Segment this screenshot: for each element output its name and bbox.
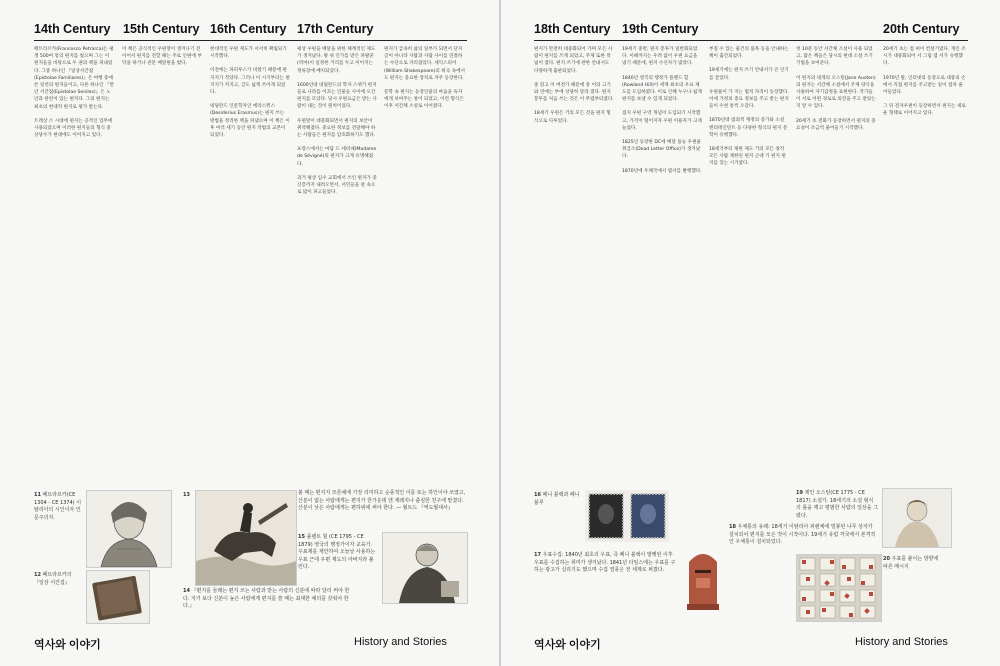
- caption-text: 우표를 붙이는 방향에 따른 메시지: [883, 556, 939, 570]
- header-rule: [534, 40, 968, 41]
- paragraph: 편지가 급속히 삶의 일부가 되면서 단지 글이 아니라 사람과 사람 사이를 연결하는 수단으로 자리잡았다. 셰익스피어(William Shakespeare)의 희곡 속에서도 편지는 중요한 장치로 자주 등장한다.: [384, 47, 465, 81]
- century-heading: 20th Century: [883, 22, 960, 36]
- figure-number: 17: [534, 552, 541, 558]
- figure-caption: [796, 490, 878, 520]
- paragraph: 1970년 말, 인터넷의 등장으로 대중의 손에서 직접 편지를 주고받는 일이 점차 줄어들었다.: [883, 75, 966, 96]
- paragraph: 평상 우편을 배달을 위한 체계적인 제도가 생겨났다. 왕 위 인가를 받은 파발꾼(역마)이 일정한 거리를 두고 이어지는 정류장에 배치되었다.: [297, 47, 376, 74]
- jane-austen-portrait-image: [882, 488, 952, 548]
- century-heading: 17th Century: [297, 22, 374, 36]
- paragraph: 19세기 중반, 편지 봉투가 일반화되었다. 이때까지는 우려 없이 우편 요금을 냈기 때문에, 편지 수신자가 많았다.: [622, 47, 698, 67]
- paragraph: 그 뒤 전자우편이 등장하면서 편지는 새로운 형태로 이어지고 있다.: [883, 104, 966, 117]
- paragraph: 1870년에 우체국에서 엽서를 발행했다.: [622, 168, 702, 174]
- figure-caption: [183, 588, 351, 611]
- rowland-hill-portrait-image: [382, 532, 468, 604]
- paragraph: 편지가 완전히 대중화되어 가며 모든 사람이 편지를 쓰게 되었고, 주제 또한 폭넓어 졌다. 편지 쓰기에 관한 안내서도 다양하게 출판되었다.: [534, 47, 613, 74]
- figure-number: 19: [796, 490, 803, 496]
- paragraph: 19세기에는 편지 쓰기 안내서가 큰 인기를 끌었다.: [709, 68, 789, 81]
- figure-number: 18: [729, 524, 736, 530]
- paragraph: 1600년대 네덜란드의 학자 스퀴가 편지들로 나라를 이끄는 인물들 사이에 오간 편지를 모았다. 당시 우편요금은 받는 사람이 내는 것이 원칙이었다.: [297, 82, 377, 110]
- figure-caption: 볼 때는 편지지 모른채에 가장 의미하고 순풍적인 이를 또는 하인이야 쓰였고, 산분이 없는 사람에게는 편지가 한가운데 엔 제레지나 출심한 친구에 맡겼다. 산분이 낮은 사람에게는 편하위에 써야 한다. — 월트드 『역도월대사』: [298, 490, 466, 512]
- left-page: [0, 0, 499, 666]
- figure-number: 16: [534, 492, 541, 498]
- caption-text: 『편지를 들래는 편지 쓰는 사람과 받는 사람의 신분에 따라 달리 써야 한다. 자기 보다 신분이 높은 사람에게 편지를 쓸 때는 최대한 예의를 갖춰야 한다.』: [183, 588, 350, 610]
- text-column: [883, 46, 967, 346]
- paragraph: 중 읽고 이 버전가 때문에 중 어의 크기와 연애는 부에 상당히 달라 졌다. 편지봉투를 처음 쓰는 것은 이 무렵부터였다.: [534, 82, 614, 103]
- stamp-direction-grid-image: [796, 554, 882, 622]
- pillar-box-image: [681, 546, 725, 610]
- figure-number: 12: [34, 572, 41, 578]
- caption-text: 플렌트 힐 (CE 1795 - CE 1879) 영국의 행정가이자 교육가. 우표제를 제안하여 오늘날 사용하는 우표 근대 우편 제도의 아버지라 불린다.: [298, 534, 376, 571]
- text-column: [709, 46, 789, 486]
- text-column: [34, 46, 114, 296]
- paragraph: 접지 우편 구역 개념이 도입되기 시작했고, 가격이 떨어지자 우편 이용자가 크게 늘었다.: [622, 111, 702, 131]
- paragraph: 18세기부터 제한 제도 거의 모든 창작 모든 사람 제한된 편지 근대 기 편지 편지를 있는 시기였다.: [709, 147, 786, 167]
- figure-caption: [34, 492, 82, 522]
- caption-text: 우체통의 유래: 18세기 이탈리아 피렌체에 밀봉된 나무 상자가 설치되어 편지를 모은 것이 시작이다. 19세기 유럽 각국에서 본격적인 우체통이 설치되었다.: [729, 524, 876, 546]
- paragraph: 이 책은 공식적인 우편망이 생겨나기 전이어서 편지를 전할 때는 주로 인편에 부탁을 하거나 전문 배달원을 썼다.: [122, 47, 202, 67]
- paragraph: 1870년대 범죄적 재정의 증가와 소설 엔터테인먼트 등 다양한 형식의 편지 문학이 유행했다.: [709, 118, 788, 138]
- penny-stamps-image: [585, 490, 669, 542]
- footer-title-kr: 역사와 이야기: [534, 639, 601, 651]
- figure-caption: [34, 572, 82, 587]
- figure-number: 14: [183, 588, 190, 594]
- petrarca-portrait-image: [86, 490, 172, 568]
- figure-caption: [883, 556, 943, 571]
- paragraph: 18세기 우편은 거의 모든 것을 편지 형식으로 다루었다.: [534, 111, 611, 124]
- figure-caption: [183, 492, 195, 500]
- paragraph: 프랑스에서는 마담 드 세비녜(Madame de Sévigné)의 편지가 크게 유명해졌다.: [297, 147, 377, 167]
- paragraph: 20세기 초 전화가 등장하면서 편지의 중요성이 조금씩 줄어들기 시작했다.: [796, 118, 876, 131]
- caption-text: 페트라르카(CE 1304 - CE 1374) 이탈리아의 시인이자 인문주의자.: [34, 492, 82, 521]
- right-page: [501, 0, 1000, 666]
- figure-caption: [534, 552, 679, 575]
- epistolae-book-image: [86, 570, 150, 624]
- footer-title-kr: 역사와 이야기: [34, 639, 101, 651]
- figure-caption: [534, 492, 580, 507]
- text-column: [122, 46, 202, 146]
- paragraph: 우편망이 대중화되면서 편지의 보안이 취약해졌다. 중요한 정보를 전달해야 하는 사람들은 편지를 암호화하기도 했다.: [297, 118, 376, 139]
- header-rule: [34, 40, 467, 41]
- paragraph: 네덜란드 인문학자인 에라스뮈스 (Desiderius Erasmus)는 편지 쓰는 방법을 정리한 책을 펴냈으며 이 책은 이후 여러 세기 동안 편지 작법의 교본이 되었다.: [210, 104, 290, 139]
- text-column: [297, 46, 377, 466]
- century-heading: 19th Century: [622, 22, 699, 36]
- paragraph: 이전에는 파피루스가 비쌌기 때문에 편지지가 작았다. 그러나 이 시기부터는 편지지가 커지고, 글도 넓게 쓰이게 되었다.: [210, 68, 290, 96]
- century-heading: 18th Century: [534, 22, 611, 36]
- footer-title-en: History and Stories: [855, 636, 948, 648]
- caption-text: 제인 오스틴(CE 1775 - CE 1817) 소설가. 18세기의 소설 형식의 틀을 깨고 평범한 사람의 일상을 그렸다.: [796, 490, 878, 519]
- figure-number: 13: [183, 492, 190, 498]
- paragraph: 우편물이 가 지는 법적 자격이 등장했다. 이에 가정의 중요 정보를 주고 받는 편지들이 수천 통씩 오갔다.: [709, 89, 789, 110]
- figure-caption: [298, 534, 378, 572]
- paragraph: 페트라르카(Francesco Petrarca)는 평생 500여 통의 편지를 썼으며 그는 이 편지들을 바탕으로 두 권의 책을 펴내었다. 그중 하나인 『일상서간집(Epistolae Familiares)』은 여행 중에 쓴 일련의 편지들이고, 다른 하나인 『만년 서간집(Epistolae Seniles)』은 노년과 관련이 있는 편지다. 그의 편지는 최초의 현대적 편지로 평가 받는다.: [34, 47, 114, 110]
- century-heading: 16th Century: [210, 22, 287, 36]
- paragraph: 현대적인 우편 제도가 서서히 확립되기 시작했다.: [210, 47, 287, 60]
- paragraph: 1840년 영국의 행정가 플렌드 힐(Rowland Hill)이 세계 최초의 우표 제도를 도입하였다. 이로 인해 누구나 쉽게 편지를 보낼 수 있게 되었다.: [622, 75, 702, 103]
- courier-horseman-image: [195, 490, 297, 586]
- caption-text: 우표수집: 1840년 최초의 우표, 즉 페니 블랙이 발행된 이후 우표를 수집하는 취미가 생겨났다. 1841년 타임스에는 우표를 구하는 광고가 실리기도 했으며 수집 열풍은 전 세계로 퍼졌다.: [534, 552, 676, 574]
- text-column: [210, 46, 290, 456]
- paragraph: 과거 평상 입수 교회에서 쓰인 편지가 중산층까지 내려오면서, 서민들을 살 속으로 많이 파고들었다.: [297, 175, 377, 196]
- paragraph: 트레상 스 시대에 편지는 공적인 업무에 사용되었으며 이러한 편지들의 형식 중 상당수가 현대에도 이어지고 있다.: [34, 118, 113, 139]
- paragraph: 20세기 초는 컵 써이 컨설기였다. 개인 조시가 대중화되어 서 그림 엽 서가 유행했다.: [883, 47, 966, 67]
- figure-number: 20: [883, 556, 890, 562]
- figure-number: 11: [34, 492, 41, 498]
- figure-caption: [729, 524, 877, 547]
- figure-number: 15: [298, 534, 305, 540]
- paragraph: 첫 10분 동안 서간체 소설이 사용 되었고, 많은 책들은 당시의 현대 소설 쓰기 기법을 보여준다.: [796, 47, 873, 67]
- text-column: [384, 46, 466, 206]
- century-heading: 15th Century: [123, 22, 200, 36]
- paragraph: 1825년 등장한 DC에 배달 돌능 우편물 취급소(Dead Letter Office)가 생겨났다.: [622, 140, 701, 160]
- paragraph: 이 편지의 네게의 오스틴(Jane Austen)의 편지는 서간체 소설에서 주제 양식을 사용하여 자기감정을 표현한다. 작가들이 서로 어떤 경로로 의견을 주고 받았는지 알 수 있다.: [796, 75, 876, 110]
- century-heading: 14th Century: [34, 22, 111, 36]
- text-column: [534, 46, 614, 276]
- caption-text: 페트라르카의 『일상 서간집』: [34, 572, 72, 586]
- text-column: [622, 46, 702, 486]
- caption-text: 페니 블랙과 페니 블루: [534, 492, 580, 506]
- text-column: [796, 46, 876, 466]
- paragraph: 문학 속 편지는 등장인물의 마음을 독자에게 보여주는 창이 되었고, 이런 형식은 이후 서간체 소설로 이어졌다.: [384, 90, 464, 110]
- paragraph: 부칠 수 있는 물건의 품목 등을 안내하는 책이 출간되었다.: [709, 47, 789, 60]
- footer-title-en: History and Stories: [354, 636, 447, 648]
